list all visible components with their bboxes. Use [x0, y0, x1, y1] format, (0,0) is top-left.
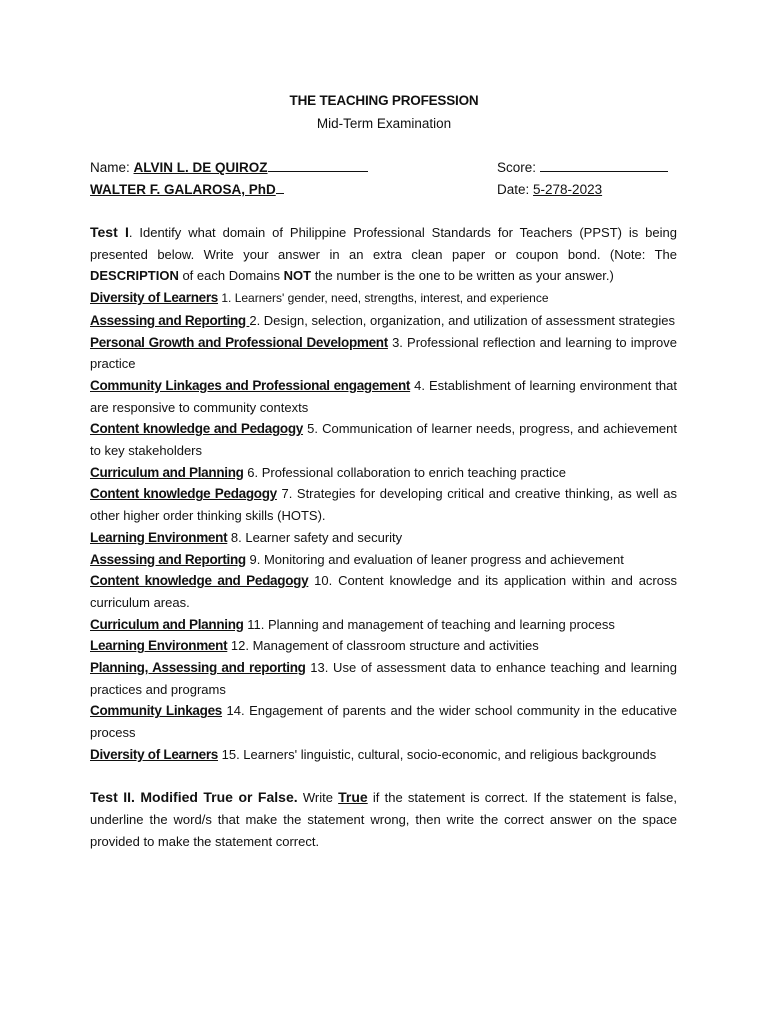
item-answer: Assessing and Reporting [90, 312, 250, 328]
item-answer: Community Linkages and Professional engagement [90, 377, 411, 393]
list-item [90, 635, 677, 657]
item-answer: Diversity of Learners [90, 290, 219, 306]
list-item [90, 462, 677, 484]
list-item [90, 418, 677, 461]
item-answer: Content knowledge and Pedagogy [90, 421, 304, 437]
list-item [90, 375, 677, 418]
date-label: Date: [497, 182, 534, 197]
item-description: 12. Management of classroom structure and activities [227, 638, 539, 654]
list-item [90, 549, 677, 571]
document-subtitle: Mid-Term Examination [316, 116, 452, 131]
item-description: 6. Professional collaboration to enrich teaching practice [243, 464, 566, 480]
list-item [90, 483, 677, 526]
item-description: 14. Engagement of parents and the wider school community in the educative process [90, 703, 678, 741]
test2-emphasis-true: True [338, 789, 368, 806]
item-description: 2. Design, selection, organization, and utilization of assessment strategies [249, 312, 675, 328]
item-description: 11. Planning and management of teaching and learning process [243, 616, 615, 632]
exam-body [90, 222, 677, 852]
item-answer: Assessing and Reporting [90, 551, 246, 567]
list-item [90, 570, 677, 613]
document-title: THE TEACHING PROFESSION [289, 93, 479, 108]
item-description: 13. Use of assessment data to enhance teaching and learning practices and programs [90, 660, 677, 697]
item-description: 5. Communication of learner needs, progress, and achievement to key stakeholders [90, 421, 677, 459]
test1-intro-text-2: of each Domains [178, 268, 284, 284]
second-name-blank [276, 180, 284, 194]
list-item [90, 527, 677, 549]
list-item [90, 310, 677, 332]
item-description: 8. Learner safety and security [227, 529, 403, 545]
item-description: 15. Learners' linguistic, cultural, socio-economic, and religious backgrounds [218, 746, 657, 762]
name-blank [268, 158, 368, 172]
test2-label: Test II. Modified True or False. [90, 789, 298, 806]
item-answer: Planning, Assessing and reporting [90, 660, 306, 676]
item-description: 7. Strategies for developing critical and creative thinking, as well as other higher order thinking skills (HOTS). [90, 486, 678, 524]
item-answer: Learning Environment [90, 638, 228, 654]
score-line [497, 157, 668, 178]
list-item [90, 744, 677, 766]
date-value: 5-278-2023 [533, 182, 603, 197]
list-item [90, 332, 677, 375]
list-item [90, 287, 677, 310]
item-answer: Personal Growth and Professional Development [90, 334, 388, 350]
item-answer: Content knowledge Pedagogy [90, 486, 277, 502]
item-answer: Diversity of Learners [90, 746, 219, 762]
section-gap [90, 766, 677, 788]
score-blank [540, 158, 668, 172]
score-label: Score: [497, 160, 540, 175]
test1-emphasis-not: NOT [283, 268, 312, 284]
item-description: 3. Professional reflection and learning to improve practice [90, 334, 678, 372]
test1-item-list [90, 287, 677, 765]
list-item [90, 700, 677, 743]
item-description: 4. Establishment of learning environment that are responsive to community contexts [90, 377, 677, 415]
date-line [497, 179, 602, 200]
name-line [90, 157, 368, 178]
name-label: Name: [90, 160, 134, 175]
test2-instructions [90, 787, 677, 852]
test2-text-2: if the statement is correct. If the statement is false, underline the word/s that make the statement wrong, then write the correct answer on the space provided to make the statement correct. [90, 790, 677, 849]
item-answer: Curriculum and Planning [90, 464, 244, 480]
test1-instructions [90, 222, 677, 287]
list-item [90, 614, 677, 636]
name-value: ALVIN L. DE QUIROZ [133, 160, 268, 175]
test2-text-1: Write [297, 790, 339, 806]
test1-label: Test I [90, 224, 129, 240]
second-name-value: WALTER F. GALAROSA, PhD [90, 182, 276, 197]
second-name-line [90, 179, 284, 200]
item-answer: Content knowledge and Pedagogy [90, 573, 309, 589]
test1-intro-text-1: . Identify what domain of Philippine Professional Standards for Teachers (PPST) is being presented below. Write your answer in an extra clean paper or coupon bond. (Note: The [90, 225, 677, 262]
item-description: 1. Learners' gender, need, strengths, interest, and experience [218, 291, 549, 306]
test1-emphasis-description: DESCRIPTION [90, 268, 179, 284]
list-item [90, 657, 677, 700]
item-description: 9. Monitoring and evaluation of leaner progress and achievement [245, 551, 624, 567]
item-answer: Learning Environment [90, 529, 228, 545]
test1-intro-text-3: the number is the one to be written as your answer.) [311, 268, 614, 284]
item-answer: Community Linkages [90, 703, 223, 719]
item-answer: Curriculum and Planning [90, 616, 244, 632]
item-description: 10. Content knowledge and its application within and across curriculum areas. [90, 573, 677, 610]
